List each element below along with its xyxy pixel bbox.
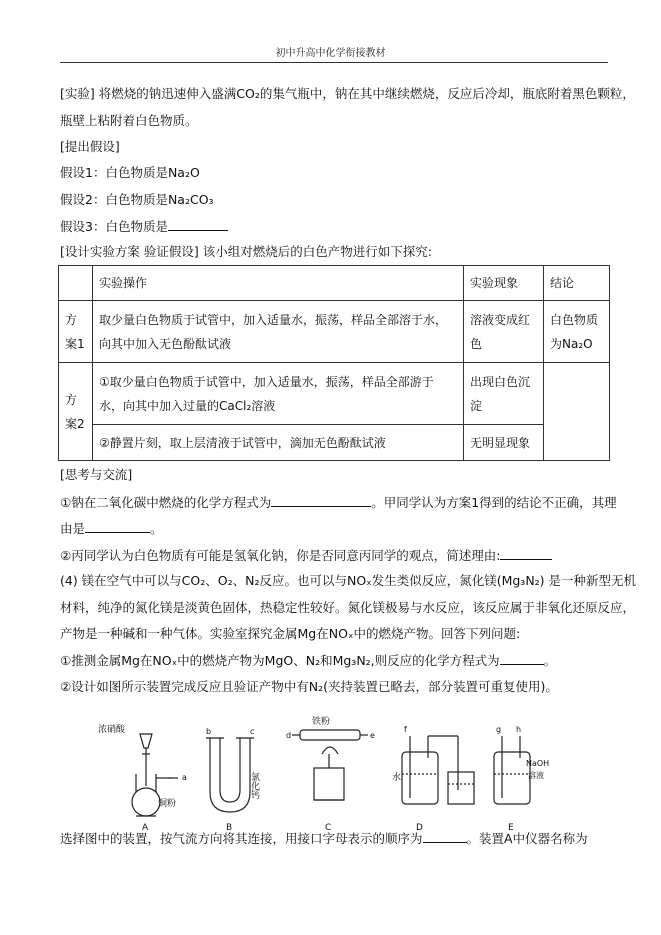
label-naoh: NaOH bbox=[526, 759, 550, 768]
port-label: d bbox=[286, 731, 292, 740]
last-line bbox=[60, 830, 588, 847]
answer-blank[interactable] bbox=[85, 520, 150, 533]
table-header-cell bbox=[59, 266, 93, 301]
table-row-plan2a bbox=[59, 363, 610, 425]
port-label: h bbox=[516, 725, 522, 734]
table-header-cell: 实验操作 bbox=[93, 266, 464, 301]
label-iron-powder: 铁粉 bbox=[312, 717, 331, 727]
port-label: c bbox=[250, 727, 255, 736]
answer-blank[interactable] bbox=[168, 218, 228, 231]
plan2-conclusion-empty bbox=[544, 363, 610, 461]
table-row-plan1 bbox=[59, 301, 610, 363]
apparatus-label-b: B bbox=[226, 823, 233, 833]
part4-q1-text-a: ①推测金属Mg在NOₓ中的燃烧产物为MgO、N₂和Mg₃N₂,则反应的化学方程式为 bbox=[60, 653, 500, 668]
plan2-operation-1: ①取少量白色物质于试管中，加入适量水，振荡，样品全部游于水，向其中加入过量的CaCl₂溶液 bbox=[93, 363, 464, 425]
part4-line3: 产物是一种碱和一种气体。实验室探究金属Mg在NOₓ中的燃烧产物。回答下列问题: bbox=[60, 626, 521, 641]
discussion-q1-text-d: 。 bbox=[150, 521, 163, 536]
discussion-label: [思考与交流] bbox=[60, 467, 133, 482]
part4-q1-text-b: 。 bbox=[543, 653, 557, 668]
table-row-plan2b bbox=[59, 425, 610, 461]
plan1-phenomenon: 溶液变成红色 bbox=[464, 301, 544, 363]
port-label: f bbox=[404, 725, 407, 734]
label-copper: 铜粉 bbox=[158, 799, 177, 809]
apparatus-label-c: C bbox=[325, 823, 332, 833]
discussion-q1-text-b: 。甲同学认为方案1得到的结论不正确，其理 bbox=[371, 495, 617, 510]
design-label: [设计实验方案 验证假设] bbox=[60, 244, 199, 259]
answer-blank[interactable] bbox=[423, 830, 467, 843]
plan2-operation-2: ②静置片刻，取上层清液于试管中，滴加无色酚酞试液 bbox=[93, 425, 464, 461]
table-header-cell: 结论 bbox=[544, 266, 610, 301]
label-solution: 溶液 bbox=[528, 771, 544, 780]
hypothesis-3-text: 假设3：白色物质是 bbox=[60, 219, 168, 234]
discussion-q1-line2 bbox=[60, 520, 163, 537]
experiment-line-1 bbox=[60, 86, 635, 102]
discussion-q1-line1 bbox=[60, 494, 617, 511]
part4-q1-line bbox=[60, 652, 556, 669]
design-line bbox=[60, 244, 432, 260]
plan1-name: 方案1 bbox=[59, 301, 93, 363]
apparatus-d bbox=[402, 736, 474, 804]
experiment-table bbox=[58, 265, 610, 461]
table-header-cell: 实验现象 bbox=[464, 266, 544, 301]
part4-line1: (4) 镁在空气中可以与CO₂、O₂、N₂反应。也可以与NOₓ发生类似反应，氮化镁(Mg₃N₂) 是一种新型无机 bbox=[60, 573, 637, 588]
answer-blank[interactable] bbox=[500, 652, 544, 665]
label-nitric-acid: 浓硝酸 bbox=[98, 725, 126, 735]
plan2-name: 方案2 bbox=[59, 363, 93, 461]
port-label: g bbox=[496, 725, 502, 734]
discussion-q2-line bbox=[60, 547, 552, 564]
discussion-q1-text-c: 由是 bbox=[60, 521, 86, 536]
label-water: 水 bbox=[392, 773, 402, 783]
port-label: e bbox=[370, 731, 375, 740]
hypothesis-label: [提出假设] bbox=[60, 139, 120, 154]
plan2-phenomenon-1: 出现白色沉淀 bbox=[464, 363, 544, 425]
port-label: a bbox=[182, 773, 187, 782]
apparatus-figure bbox=[96, 714, 550, 834]
hypothesis-2: 假设2：白色物质是Na₂CO₃ bbox=[60, 192, 214, 207]
discussion-q1-text-a: ①钠在二氧化碳中燃烧的化学方程式为 bbox=[60, 495, 272, 510]
part4-line2: 材料，纯净的氮化镁是淡黄色固体，热稳定性较好。氮化镁极易与水反应，该反应属于非氧化还原反应， bbox=[60, 600, 636, 615]
plan2-phenomenon-2: 无明显现象 bbox=[464, 425, 544, 461]
last-text-b: 。装置A中仪器名称为 bbox=[466, 831, 588, 846]
apparatus-label-d: D bbox=[416, 823, 423, 833]
page-header: 初中升高中化学衔接教材 bbox=[275, 48, 386, 59]
design-text: 该小组对燃烧后的白色产物进行如下探究: bbox=[202, 244, 432, 259]
port-label: b bbox=[206, 727, 212, 736]
answer-blank[interactable] bbox=[271, 494, 371, 507]
hypothesis-3 bbox=[60, 218, 228, 235]
experiment-label: [实验] bbox=[60, 86, 95, 101]
table-header-row bbox=[59, 266, 610, 301]
experiment-text: 将燃烧的钠迅速伸入盛满CO₂的集气瓶中，钠在其中继续燃烧，反应后冷却，瓶底附着黑色颗粒， bbox=[98, 86, 635, 101]
apparatus-b bbox=[206, 738, 254, 812]
discussion-q2-text: ②丙同学认为白色物质有可能是氢氧化钠，你是否同意丙同学的观点，简述理由: bbox=[60, 548, 501, 563]
label-calcium-chloride: 氯化钙 bbox=[249, 772, 259, 799]
plan1-conclusion: 白色物质为Na₂O bbox=[544, 301, 610, 363]
apparatus-c bbox=[292, 730, 368, 800]
answer-blank[interactable] bbox=[500, 547, 552, 560]
hypothesis-1: 假设1：白色物质是Na₂O bbox=[60, 165, 200, 180]
part4-q2-line: ②设计如图所示装置完成反应且验证产物中有N₂(夹持装置已略去，部分装置可重复使用)。 bbox=[60, 679, 558, 694]
apparatus-e bbox=[494, 736, 530, 804]
experiment-line-2: 瓶壁上粘附着白色物质。 bbox=[60, 113, 198, 128]
apparatus-label-a: A bbox=[142, 823, 149, 833]
last-text-a: 选择图中的装置，按气流方向将其连接，用接口字母表示的顺序为 bbox=[60, 831, 423, 846]
plan1-operation: 取少量白色物质于试管中，加入适量水，振荡，样品全部溶于水，向其中加入无色酚酞试液 bbox=[93, 301, 464, 363]
apparatus-label-e: E bbox=[508, 823, 514, 833]
header-rule bbox=[60, 62, 608, 63]
